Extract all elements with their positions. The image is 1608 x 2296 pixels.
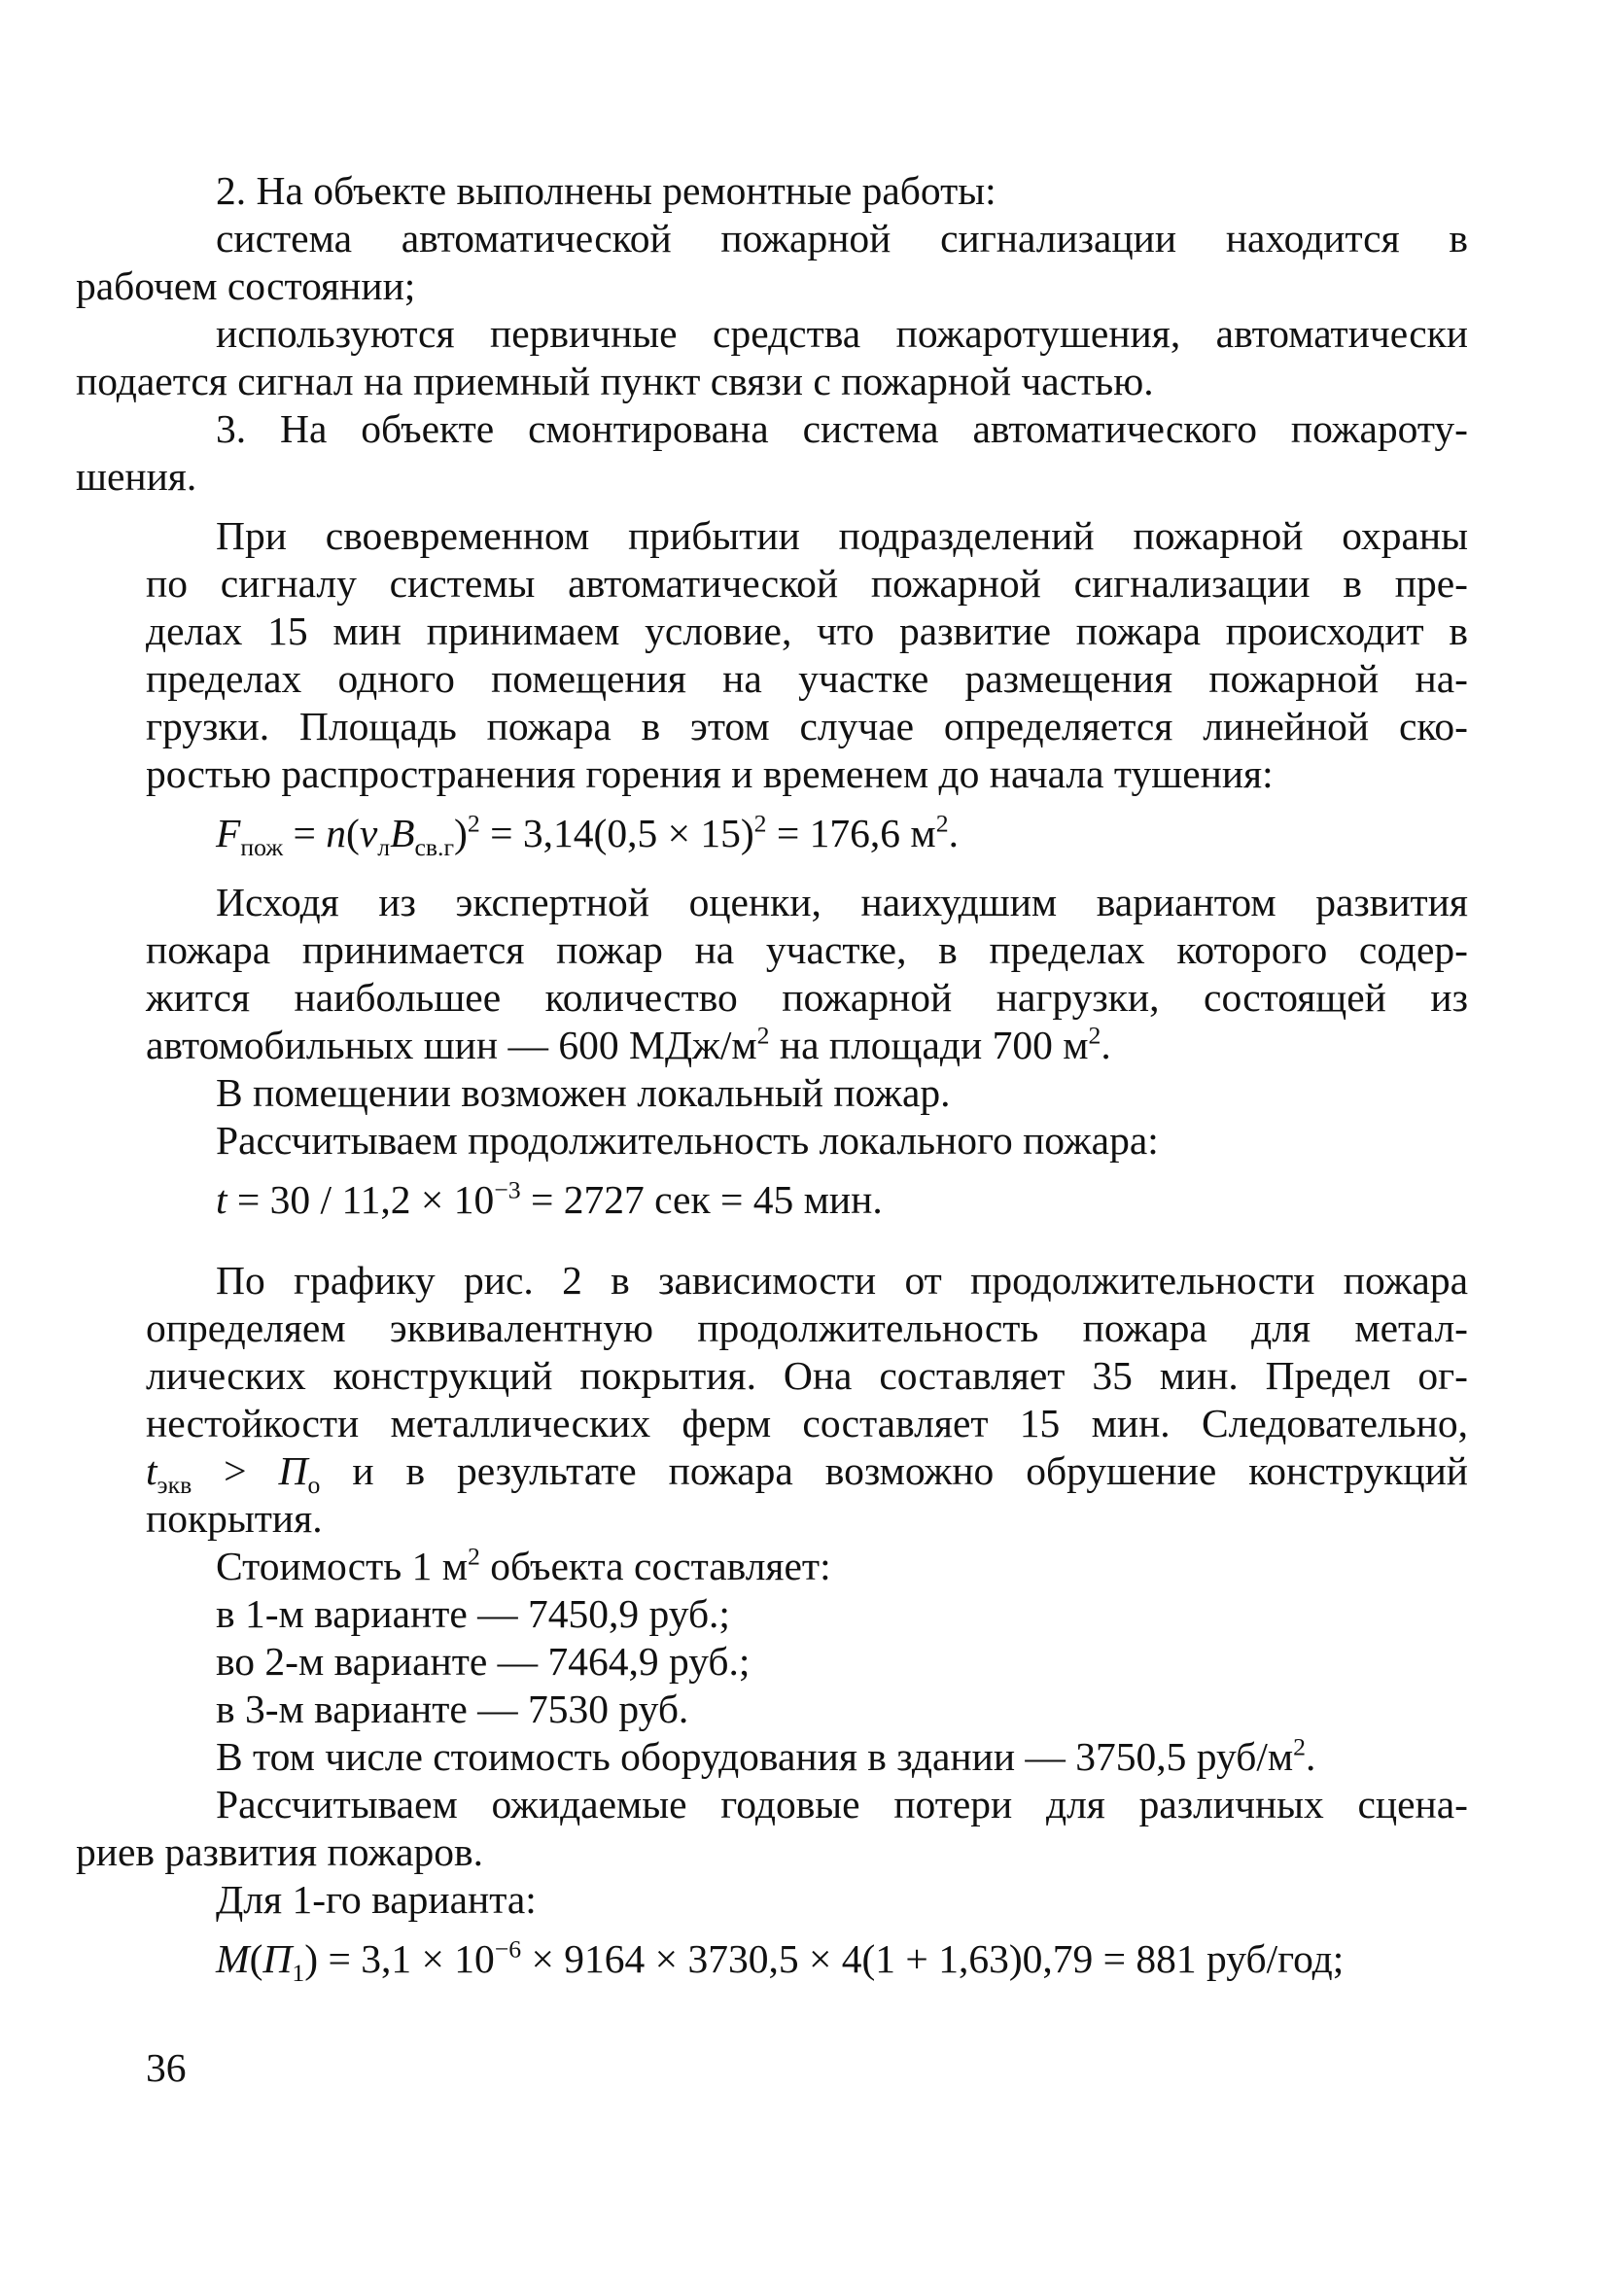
formula-fire-area: $F_{пож} = n(v_лB_{св.г})^2 = 3,14(0,5 \times 15)^2 = 176,6$ $м^2$.	[216, 809, 959, 861]
text-line: шения.	[76, 454, 197, 499]
paragraph-local-fire: В помещении возможен локальный пожар.	[216, 1070, 951, 1115]
text-line: Рассчитываем ожидаемые годовые потери для различных сцена-	[216, 1782, 1468, 1826]
text-line: Исходя из экспертной оценки, наихудшим вариантом развития	[216, 880, 1468, 924]
text-line: система автоматической пожарной сигнализации находится в	[216, 216, 1468, 261]
paragraph-cost-intro: Стоимость 1 $м^2$ объекта составляет:	[216, 1542, 831, 1588]
text-line: $t_{экв} > П_о$ и в результате пожара возможно обрушение конструкций	[146, 1448, 1469, 1499]
cost-variant-1: в 1-м варианте — 7450,9 руб.;	[216, 1591, 730, 1636]
paragraph-calc-duration: Рассчитываем продолжительность локального пожара:	[216, 1118, 1159, 1163]
text-line: риев развития пожаров.	[76, 1829, 484, 1874]
paragraph-graph-reference	[146, 1257, 1468, 1543]
text-line: по сигналу системы автоматической пожарной сигнализации в пре-	[146, 561, 1468, 606]
text-line: определяем эквивалентную продолжительность пожара для метал-	[146, 1305, 1468, 1350]
text-line: используются первичные средства пожаротушения, автоматически	[216, 311, 1468, 356]
paragraph-expected-losses	[76, 1781, 1468, 1876]
formula-duration: $t = 30 / 11,2 \times 10^{-3} = 2727$ сек = 45 мин.	[216, 1175, 883, 1222]
paragraph-item-3	[76, 405, 1468, 501]
text-line: При своевременном прибытии подразделений пожарной охраны	[216, 513, 1468, 558]
paragraph-alarm-system	[76, 215, 1468, 310]
paragraph-variant-1: Для 1-го варианта:	[216, 1877, 537, 1922]
paragraph-item-2: 2. На объекте выполнены ремонтные работы:	[216, 168, 996, 213]
text-line: пожара принимается пожар на участке, в пределах которого содер-	[146, 927, 1468, 972]
text-line: нестойкости металлических ферм составляет 15 мин. Следовательно,	[146, 1401, 1468, 1445]
paragraph-extinguishing-means	[76, 310, 1468, 405]
page-body	[76, 167, 1469, 1987]
text-line: грузки. Площадь пожара в этом случае определяется линейной ско-	[146, 704, 1468, 748]
cost-variant-3: в 3-м варианте — 7530 руб.	[216, 1687, 689, 1731]
paragraph-fire-area	[146, 512, 1468, 798]
text-line: 3. На объекте смонтирована система автоматического пожароту-	[216, 406, 1468, 451]
text-line: подается сигнал на приемный пункт связи с пожарной частью.	[76, 359, 1154, 403]
page-number: 36	[146, 2045, 187, 2090]
cost-variant-2: во 2-м варианте — 7464,9 руб.;	[216, 1639, 751, 1684]
paragraph-equipment-cost: В том числе стоимость оборудования в здании — 3750,5 руб/$м^2$.	[216, 1732, 1316, 1779]
text-line: жится наибольшее количество пожарной нагрузки, состоящей из	[146, 975, 1468, 1020]
text-line: покрытия.	[146, 1496, 323, 1541]
paragraph-expert-estimate	[146, 879, 1468, 1069]
text-line: рабочем состоянии;	[76, 263, 416, 308]
text-line: По графику рис. 2 в зависимости от продолжительности пожара	[216, 1258, 1468, 1303]
formula-losses: $M(П_1) = 3,1 \times 10^{-6} \times 9164 \times 3730,5 \times 4(1 + 1,63)0,79 = 881$ руб/год;	[216, 1934, 1345, 1987]
text-line: автомобильных шин — 600 МДж/$м^2$ на площади 700 $м^2$.	[146, 1021, 1111, 1067]
text-line: делах 15 мин принимаем условие, что развитие пожара происходит в	[146, 609, 1468, 653]
text-line: пределах одного помещения на участке размещения пожарной на-	[146, 656, 1468, 701]
text-line: ростью распространения горения и временем до начала тушения:	[146, 751, 1274, 796]
text-line: лических конструкций покрытия. Она составляет 35 мин. Предел ог-	[146, 1353, 1468, 1398]
